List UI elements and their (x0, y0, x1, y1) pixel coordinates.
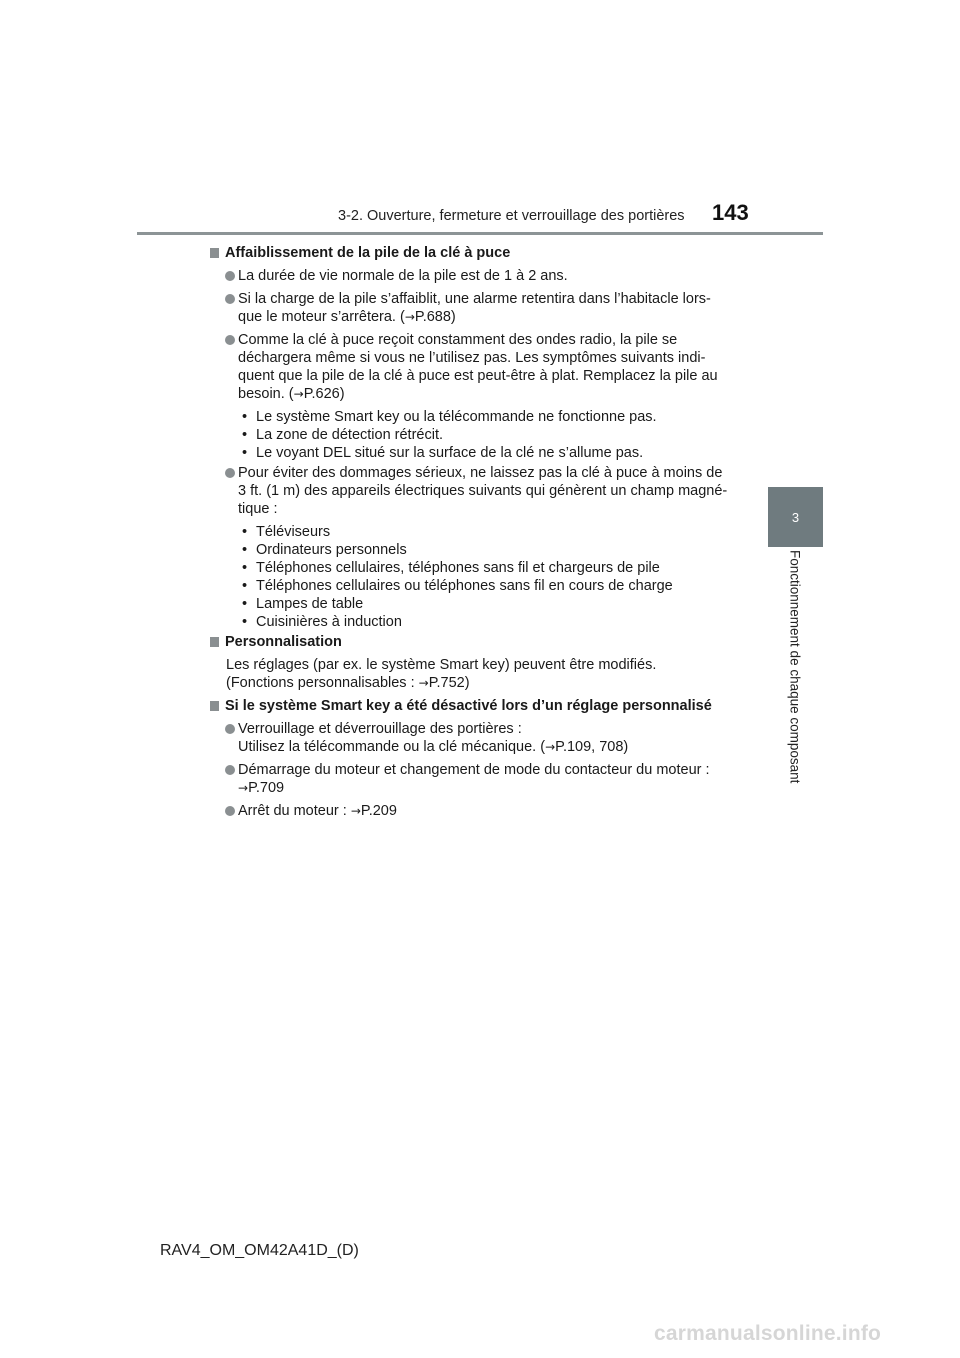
disabled-bullet-1: Verrouillage et déverrouillage des portières : Utilisez la télécommande ou la clé mécanique. (→P.109, 708) (210, 720, 750, 756)
list-item: • Téléphones cellulaires ou téléphones sans fil en cours de charge (242, 577, 750, 595)
arrow-icon: → (404, 310, 415, 324)
square-bullet-icon (210, 637, 219, 647)
round-bullet-icon (225, 765, 235, 775)
round-bullet-icon (225, 294, 235, 304)
battery-bullet-2: Si la charge de la pile s’affaiblit, une alarme retentira dans l’habitacle lors- que le moteur s’arrêtera. (→P.688) (210, 290, 750, 326)
list-item: • Le système Smart key ou la télécommande ne fonctionne pas. (242, 408, 750, 426)
list-item: • Ordinateurs personnels (242, 541, 750, 559)
battery-bullet-1: La durée de vie normale de la pile est de 1 à 2 ans. (210, 267, 750, 285)
page-reference[interactable]: P.626) (303, 386, 345, 402)
battery-bullet-4: Pour éviter des dommages sérieux, ne laissez pas la clé à puce à moins de 3 ft. (1 m) des appareils électriques suivants qui génèrent un champ magné- tique : (210, 464, 750, 518)
symptoms-list (210, 408, 750, 462)
list-item: • La zone de détection rétrécit. (242, 426, 750, 444)
arrow-icon: → (350, 804, 361, 818)
list-item: • Téléphones cellulaires, téléphones sans fil et chargeurs de pile (242, 559, 750, 577)
watermark: carmanualsonline.info (654, 1322, 882, 1345)
page-reference[interactable]: P.109, 708) (555, 739, 629, 755)
chapter-number: 3 (791, 509, 800, 525)
page-reference[interactable]: P.709 (248, 780, 285, 796)
battery-bullet-3: Comme la clé à puce reçoit constamment des ondes radio, la pile se déchargera même si vous ne l’utilisez pas. Les symptômes suivants indi- quent que la pile de la clé à puce est peut-être à plat. Remplacez la pile au besoin. (→P.626) (210, 331, 750, 403)
arrow-icon: → (238, 781, 249, 795)
page-reference[interactable]: P.752) (428, 675, 470, 691)
square-bullet-icon (210, 701, 219, 711)
list-item: • Lampes de table (242, 595, 750, 613)
page-content (210, 244, 750, 825)
disabled-bullet-3: Arrêt du moteur : →P.209 (210, 802, 750, 820)
round-bullet-icon (225, 724, 235, 734)
disabled-bullet-2: Démarrage du moteur et changement de mode du contacteur du moteur : →P.709 (210, 761, 750, 797)
section-battery-title: Affaiblissement de la pile de la clé à puce (210, 244, 750, 262)
arrow-icon: → (545, 740, 556, 754)
round-bullet-icon (225, 271, 235, 281)
square-bullet-icon (210, 248, 219, 258)
section-header: 3-2. Ouverture, fermeture et verrouillage des portières (338, 208, 685, 224)
round-bullet-icon (225, 335, 235, 345)
section-disabled-title: Si le système Smart key a été désactivé lors d’un réglage personnalisé (210, 697, 750, 715)
section-custom-title: Personnalisation (210, 633, 750, 651)
header-divider (137, 232, 823, 235)
page-number: 143 (712, 200, 749, 225)
page-reference[interactable]: P.688) (414, 309, 456, 325)
devices-list (210, 523, 750, 631)
chapter-tab (768, 487, 823, 547)
round-bullet-icon (225, 468, 235, 478)
list-item: • Cuisinières à induction (242, 613, 750, 631)
custom-text: Les réglages (par ex. le système Smart key) peuvent être modifiés. (Fonctions personnalisables : →P.752) (226, 657, 657, 691)
chapter-label: Fonctionnement de chaque composant (787, 550, 803, 784)
list-item: • Le voyant DEL situé sur la surface de la clé ne s’allume pas. (242, 444, 750, 462)
document-code: RAV4_OM_OM42A41D_(D) (160, 1242, 359, 1259)
list-item: • Téléviseurs (242, 523, 750, 541)
arrow-icon: → (418, 676, 429, 690)
page-reference[interactable]: P.209 (360, 803, 397, 819)
arrow-icon: → (293, 387, 304, 401)
round-bullet-icon (225, 806, 235, 816)
